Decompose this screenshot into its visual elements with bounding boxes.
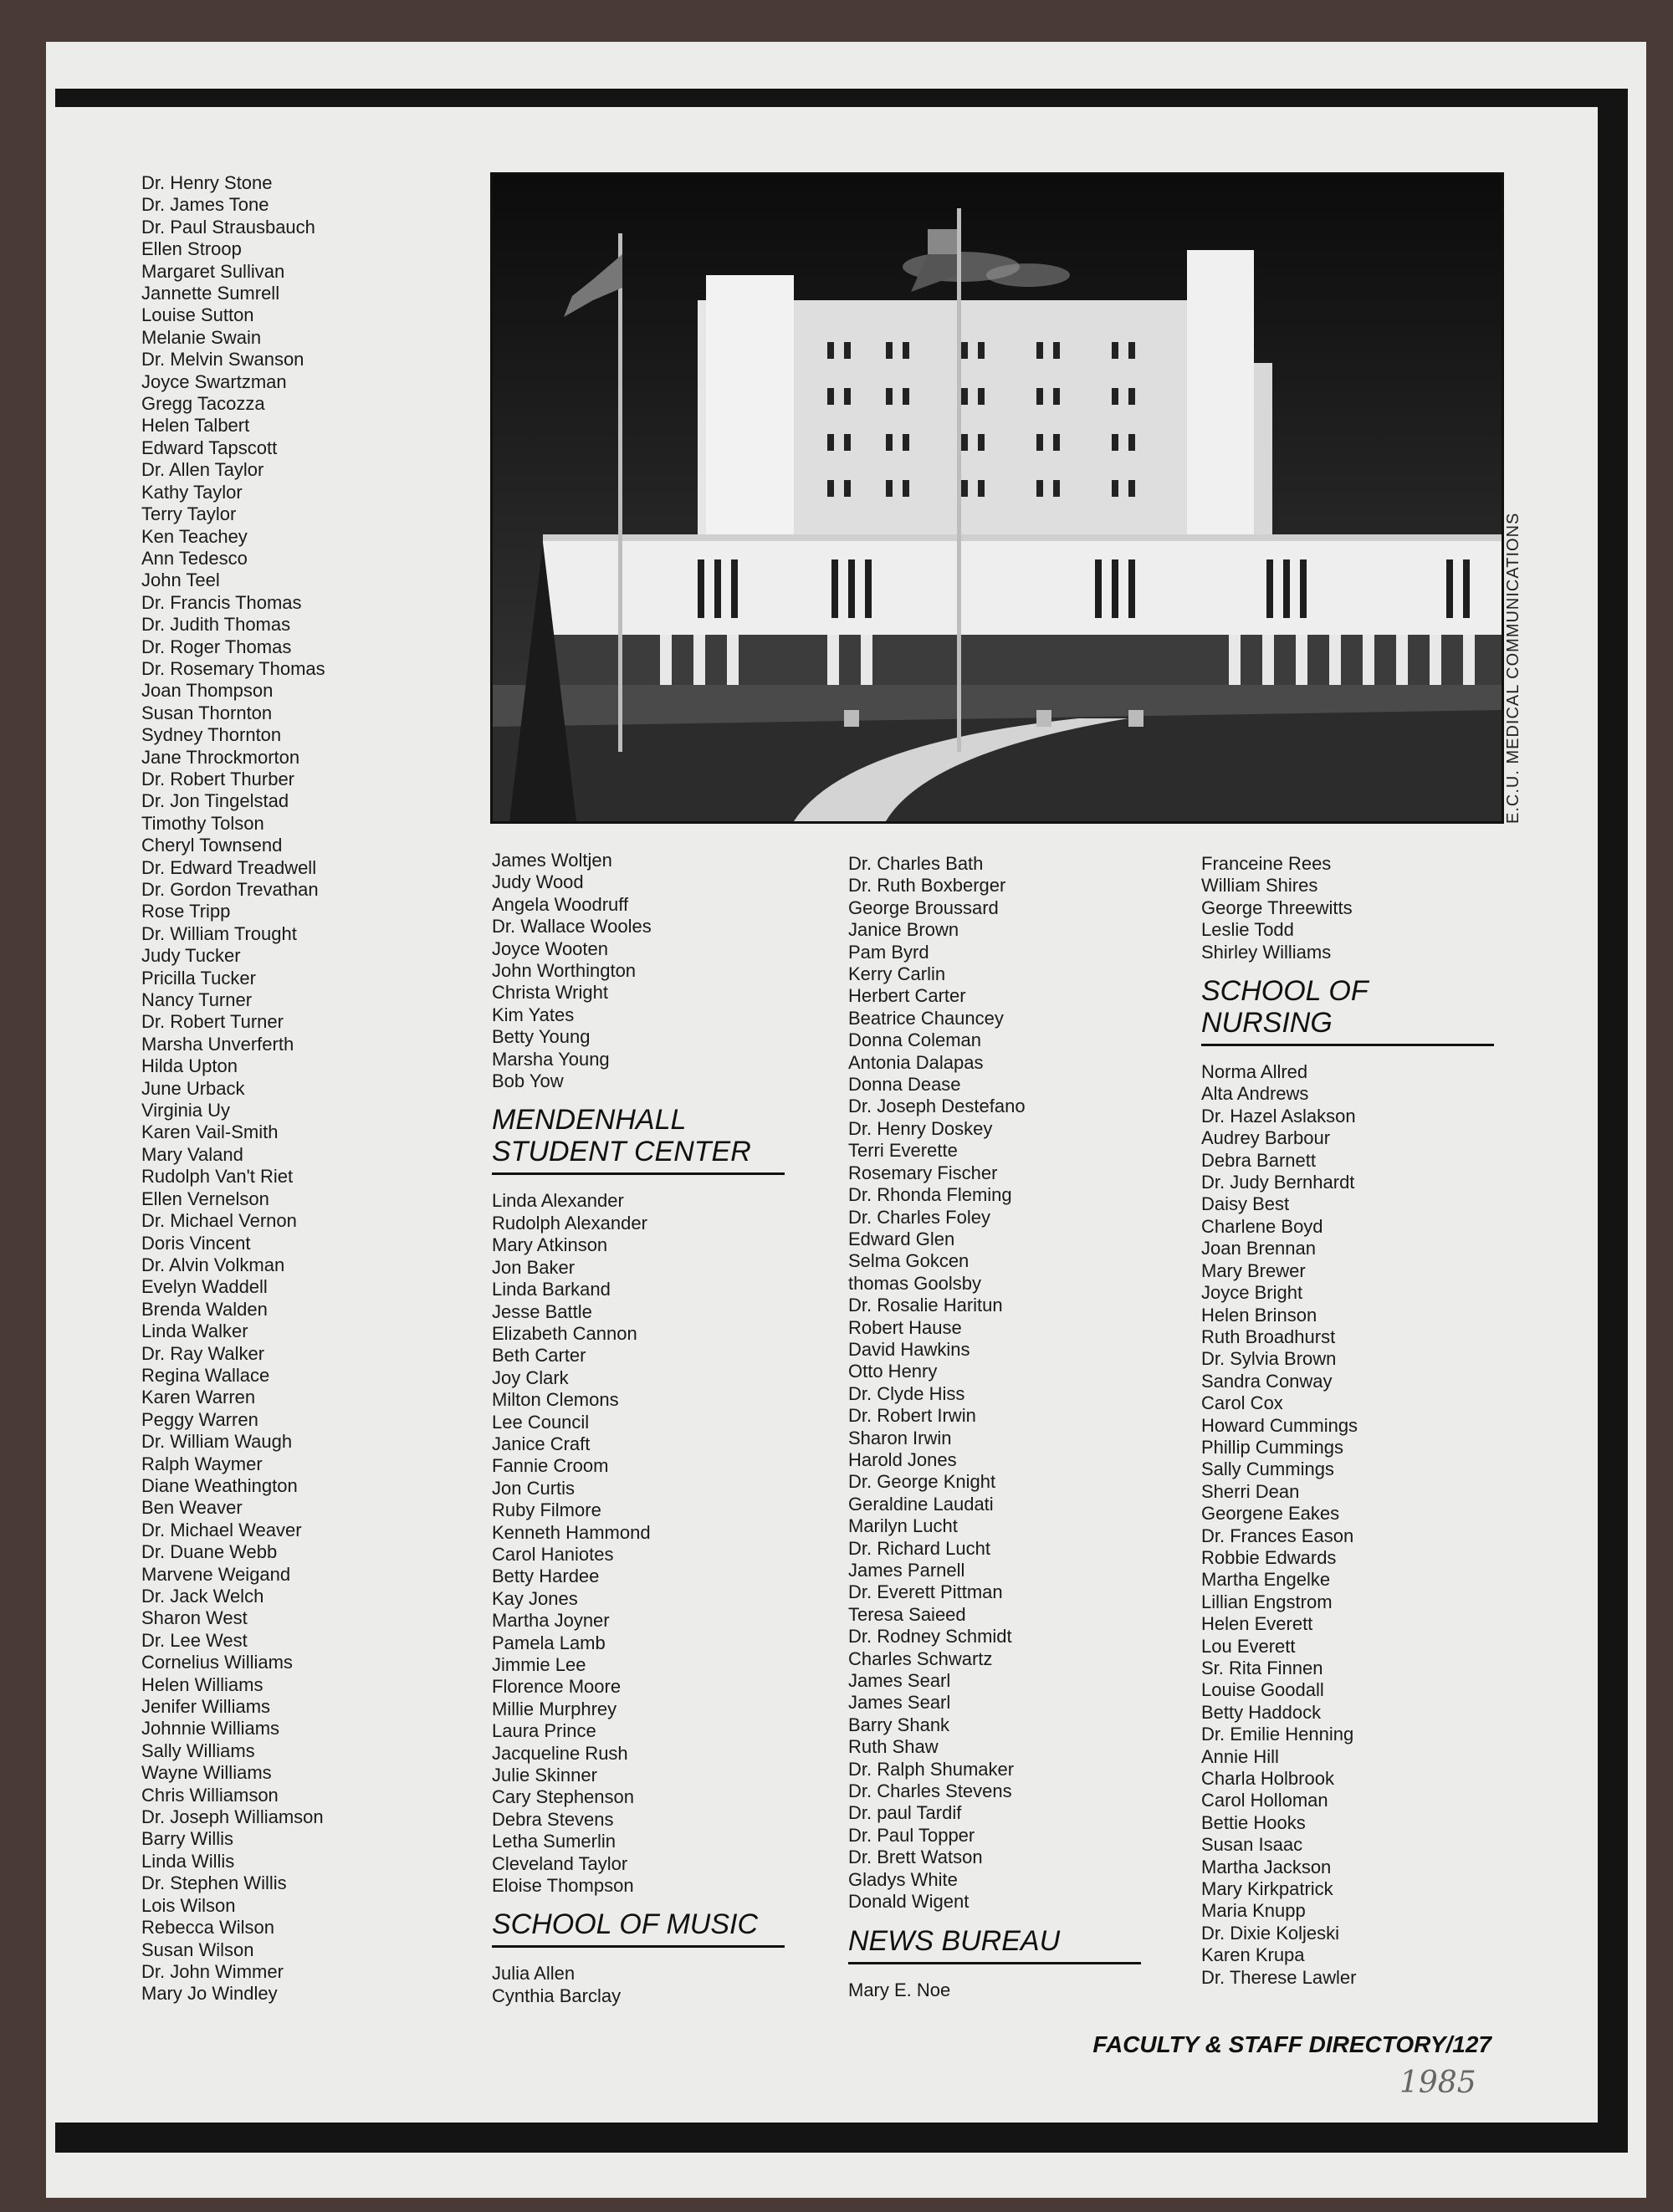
- directory-name: Janice Craft: [492, 1433, 591, 1454]
- directory-name: Jenifer Williams: [141, 1696, 271, 1718]
- directory-name: Jon Curtis: [492, 1477, 576, 1499]
- directory-name: Carol Holloman: [1201, 1790, 1328, 1811]
- directory-name: Marvene Weigand: [141, 1563, 291, 1585]
- directory-name: Dr. Charles Stevens: [848, 1780, 1012, 1802]
- directory-name: Donald Wigent: [848, 1891, 970, 1913]
- directory-name: Sally Cummings: [1201, 1458, 1334, 1480]
- directory-name: Regina Wallace: [141, 1364, 270, 1386]
- border-bar-bottom: [55, 2123, 1628, 2153]
- directory-name: Dr. Ralph Shumaker: [848, 1758, 1015, 1780]
- directory-name: Martha Joyner: [492, 1610, 610, 1632]
- directory-name: Sandra Conway: [1201, 1370, 1333, 1392]
- directory-name: Carol Cox: [1201, 1392, 1283, 1414]
- directory-name: Shirley Williams: [1201, 941, 1332, 963]
- name-list: [492, 1963, 785, 2007]
- directory-name: Antonia Dalapas: [848, 1051, 984, 1073]
- directory-name: Melanie Swain: [141, 326, 262, 348]
- directory-name: Ellen Stroop: [141, 238, 242, 260]
- directory-name: Sherri Dean: [1201, 1480, 1300, 1502]
- directory-name: Dr. Allen Taylor: [141, 459, 264, 481]
- directory-name: Dr. Lee West: [141, 1629, 248, 1651]
- directory-name: Teresa Saieed: [848, 1603, 966, 1625]
- handwritten-year: 1985: [1399, 2066, 1476, 2100]
- names-column-1: [141, 172, 325, 2005]
- page-footer: FACULTY & STAFF DIRECTORY/127: [1092, 2031, 1491, 2057]
- directory-name: Dr. Rodney Schmidt: [848, 1626, 1012, 1648]
- directory-name: Linda Walker: [141, 1321, 248, 1342]
- directory-name: Gladys White: [848, 1868, 958, 1890]
- directory-name: Dr. Frances Eason: [1201, 1525, 1354, 1546]
- directory-name: James Searl: [848, 1692, 951, 1714]
- directory-name: Helen Williams: [141, 1673, 263, 1695]
- directory-name: Louise Goodall: [1201, 1679, 1324, 1701]
- directory-name: Mary Jo Windley: [141, 1983, 278, 2005]
- directory-name: Barry Shank: [848, 1714, 950, 1735]
- directory-name: Dr. Everett Pittman: [848, 1581, 1003, 1603]
- directory-name: Jane Throckmorton: [141, 746, 300, 768]
- directory-name: Brenda Walden: [141, 1298, 268, 1320]
- directory-name: Martha Engelke: [1201, 1569, 1331, 1591]
- directory-name: Dr. Richard Lucht: [848, 1537, 990, 1559]
- directory-name: Dr. Charles Foley: [848, 1206, 990, 1228]
- directory-name: Cornelius Williams: [141, 1652, 293, 1673]
- directory-name: Mary Valand: [141, 1143, 243, 1165]
- directory-name: Cleveland Taylor: [492, 1852, 628, 1874]
- name-list: [141, 172, 325, 2005]
- directory-name: thomas Goolsby: [848, 1272, 981, 1294]
- directory-name: Alta Andrews: [1201, 1083, 1309, 1105]
- directory-name: Dr. Michael Vernon: [141, 1210, 297, 1232]
- directory-name: Annie Hill: [1201, 1745, 1279, 1767]
- directory-name: Dr. Hazel Aslakson: [1201, 1105, 1356, 1126]
- directory-name: Sr. Rita Finnen: [1201, 1658, 1323, 1678]
- directory-name: Timothy Tolson: [141, 812, 264, 834]
- directory-name: Dr. Clyde Hiss: [848, 1382, 965, 1404]
- directory-name: Rudolph Alexander: [492, 1212, 647, 1234]
- directory-name: Norma Allred: [1201, 1061, 1308, 1083]
- directory-name: Nancy Turner: [141, 989, 253, 1011]
- name-list: [1201, 1061, 1494, 1989]
- border-bar-right: [1598, 89, 1628, 2153]
- directory-name: Kathy Taylor: [141, 481, 243, 503]
- directory-name: Dr. Dixie Koljeski: [1201, 1922, 1340, 1944]
- directory-name: Margaret Sullivan: [141, 260, 285, 282]
- directory-page: [46, 42, 1646, 2198]
- directory-name: Linda Barkand: [492, 1279, 611, 1300]
- directory-name: Virginia Uy: [141, 1100, 230, 1121]
- directory-name: Janice Brown: [848, 919, 959, 941]
- directory-name: Christa Wright: [492, 982, 608, 1004]
- directory-name: Ruth Broadhurst: [1201, 1326, 1336, 1347]
- directory-name: Sydney Thornton: [141, 724, 282, 746]
- directory-name: Laura Prince: [492, 1720, 596, 1742]
- directory-name: Herbert Carter: [848, 985, 966, 1007]
- section-heading-mendenhall: [492, 1104, 785, 1175]
- directory-name: Karen Krupa: [1201, 1944, 1305, 1966]
- directory-name: Jacqueline Rush: [492, 1742, 628, 1764]
- directory-name: Kerry Carlin: [848, 963, 946, 985]
- directory-name: James Parnell: [848, 1560, 965, 1581]
- directory-name: Robbie Edwards: [1201, 1546, 1337, 1568]
- names-column-2: [492, 850, 785, 2007]
- directory-name: Florence Moore: [492, 1676, 622, 1698]
- directory-name: Mary E. Noe: [848, 1979, 951, 2000]
- directory-name: Charla Holbrook: [1201, 1768, 1334, 1790]
- directory-name: Betty Hardee: [492, 1566, 600, 1587]
- directory-name: Gregg Tacozza: [141, 393, 265, 415]
- directory-name: Wayne Williams: [141, 1762, 272, 1784]
- directory-name: Elizabeth Cannon: [492, 1322, 637, 1344]
- directory-name: Sally Williams: [141, 1739, 255, 1761]
- directory-name: Lee Council: [492, 1411, 590, 1433]
- directory-name: Howard Cummings: [1201, 1414, 1358, 1436]
- directory-name: Barry Willis: [141, 1828, 233, 1850]
- directory-name: Judy Tucker: [141, 945, 241, 967]
- photo-credit: E.C.U. MEDICAL COMMUNICATIONS: [1504, 512, 1522, 824]
- directory-name: Franceine Rees: [1201, 853, 1332, 874]
- directory-name: Dr. Roger Thomas: [141, 636, 292, 657]
- directory-name: Beth Carter: [492, 1345, 586, 1367]
- directory-name: Dr. Emilie Henning: [1201, 1724, 1354, 1745]
- directory-name: Dr. William Trought: [141, 922, 297, 944]
- directory-name: Marsha Young: [492, 1048, 610, 1070]
- directory-name: Joyce Bright: [1201, 1282, 1303, 1304]
- directory-name: Cheryl Townsend: [141, 835, 283, 856]
- directory-name: Karen Warren: [141, 1387, 256, 1408]
- section-heading-news-bureau: NEWS BUREAU: [848, 1925, 1141, 1964]
- directory-name: Dr. paul Tardif: [848, 1802, 962, 1824]
- directory-name: Marsha Unverferth: [141, 1033, 294, 1055]
- building-photo: [490, 172, 1504, 824]
- directory-name: Selma Gokcen: [848, 1250, 970, 1272]
- directory-name: Maria Knupp: [1201, 1900, 1306, 1922]
- directory-name: Debra Stevens: [492, 1808, 614, 1830]
- directory-name: Dr. Ruth Boxberger: [848, 875, 1006, 897]
- directory-name: Joan Brennan: [1201, 1238, 1316, 1259]
- directory-name: Rose Tripp: [141, 901, 231, 922]
- name-list: [848, 853, 1141, 1913]
- directory-name: Dr. Rosalie Haritun: [848, 1295, 1003, 1316]
- directory-name: Bob Yow: [492, 1070, 564, 1092]
- directory-name: Daisy Best: [1201, 1193, 1290, 1215]
- directory-name: Jon Baker: [492, 1256, 576, 1278]
- directory-name: Joy Clark: [492, 1367, 569, 1388]
- directory-name: Harold Jones: [848, 1448, 957, 1470]
- directory-name: Sharon West: [141, 1607, 248, 1629]
- directory-name: Diane Weathington: [141, 1474, 298, 1496]
- directory-name: Otto Henry: [848, 1361, 938, 1382]
- directory-name: Hilda Upton: [141, 1055, 238, 1077]
- directory-name: Pricilla Tucker: [141, 967, 256, 989]
- directory-name: Angela Woodruff: [492, 893, 629, 915]
- directory-name: Mary Atkinson: [492, 1234, 608, 1256]
- directory-name: Terri Everette: [848, 1140, 958, 1162]
- directory-name: Audrey Barbour: [1201, 1127, 1331, 1149]
- directory-name: Dr. Alvin Volkman: [141, 1254, 285, 1275]
- directory-name: Beatrice Chauncey: [848, 1007, 1004, 1029]
- names-column-3: [848, 853, 1141, 2001]
- directory-name: Dr. Robert Turner: [141, 1011, 284, 1033]
- directory-name: John Teel: [141, 570, 220, 591]
- name-list: [492, 850, 785, 1092]
- directory-name: Linda Willis: [141, 1850, 235, 1872]
- directory-name: Dr. Joseph Williamson: [141, 1806, 324, 1828]
- directory-name: Dr. Jack Welch: [141, 1586, 264, 1607]
- name-list: [1201, 853, 1494, 963]
- directory-name: Dr. Judy Bernhardt: [1201, 1172, 1355, 1193]
- directory-name: Phillip Cummings: [1201, 1436, 1343, 1458]
- directory-name: Helen Brinson: [1201, 1304, 1317, 1326]
- heading-line: MENDENHALL: [492, 1104, 687, 1137]
- directory-name: Donna Coleman: [848, 1029, 981, 1051]
- heading-line: SCHOOL OF: [1201, 975, 1369, 1008]
- directory-name: Ben Weaver: [141, 1497, 243, 1519]
- directory-name: Dr. Stephen Willis: [141, 1872, 287, 1894]
- directory-name: Julie Skinner: [492, 1765, 597, 1786]
- directory-name: Ralph Waymer: [141, 1453, 263, 1474]
- directory-name: Pamela Lamb: [492, 1632, 606, 1653]
- directory-name: Dr. Henry Stone: [141, 172, 273, 193]
- directory-name: Pam Byrd: [848, 941, 929, 963]
- directory-name: Donna Dease: [848, 1074, 961, 1096]
- directory-name: Rosemary Fischer: [848, 1162, 998, 1183]
- directory-name: John Worthington: [492, 960, 637, 982]
- directory-name: Eloise Thompson: [492, 1875, 634, 1897]
- name-list: [848, 1980, 1141, 2001]
- directory-name: Edward Tapscott: [141, 437, 278, 458]
- directory-name: Dr. John Wimmer: [141, 1960, 284, 1982]
- directory-name: Doris Vincent: [141, 1232, 251, 1254]
- directory-name: Mary Brewer: [1201, 1259, 1306, 1281]
- directory-name: Dr. Paul Topper: [848, 1824, 975, 1846]
- directory-name: Betty Haddock: [1201, 1701, 1322, 1723]
- directory-name: Helen Talbert: [141, 415, 250, 437]
- directory-name: Dr. Gordon Trevathan: [141, 879, 319, 900]
- directory-name: Charles Schwartz: [848, 1648, 993, 1669]
- heading-line: STUDENT CENTER: [492, 1136, 751, 1168]
- directory-name: George Threewitts: [1201, 897, 1353, 918]
- directory-name: Betty Young: [492, 1026, 591, 1048]
- directory-name: James Woltjen: [492, 850, 612, 871]
- medical-building-illustration: [493, 175, 1502, 821]
- name-list: [492, 1190, 785, 1897]
- directory-name: Terry Taylor: [141, 503, 237, 525]
- directory-name: Ken Teachey: [141, 525, 248, 547]
- directory-name: Kenneth Hammond: [492, 1521, 651, 1543]
- directory-name: Marilyn Lucht: [848, 1515, 958, 1537]
- section-heading-music: SCHOOL OF MUSIC: [492, 1908, 785, 1948]
- directory-name: Dr. Rosemary Thomas: [141, 657, 325, 679]
- directory-name: Lillian Engstrom: [1201, 1591, 1333, 1612]
- directory-name: Kay Jones: [492, 1587, 578, 1609]
- directory-name: Georgene Eakes: [1201, 1503, 1340, 1525]
- directory-name: Jannette Sumrell: [141, 283, 280, 304]
- directory-name: Charlene Boyd: [1201, 1215, 1323, 1237]
- directory-name: Dr. Robert Thurber: [141, 768, 295, 789]
- directory-name: Jimmie Lee: [492, 1654, 586, 1675]
- directory-name: Geraldine Laudati: [848, 1493, 994, 1515]
- directory-name: Linda Alexander: [492, 1190, 624, 1212]
- names-column-4: [1201, 853, 1494, 1989]
- directory-name: Dr. Brett Watson: [848, 1847, 983, 1868]
- directory-name: Dr. Joseph Destefano: [848, 1096, 1026, 1117]
- directory-name: Rudolph Van't Riet: [141, 1166, 294, 1188]
- directory-name: Bettie Hooks: [1201, 1811, 1306, 1833]
- directory-name: Joan Thompson: [141, 680, 274, 702]
- directory-name: Helen Everett: [1201, 1613, 1313, 1635]
- directory-name: Dr. Sylvia Brown: [1201, 1348, 1337, 1370]
- directory-name: Dr. Henry Doskey: [848, 1117, 993, 1139]
- directory-name: Joyce Wooten: [492, 937, 609, 959]
- directory-name: Sharon Irwin: [848, 1427, 952, 1448]
- directory-name: George Broussard: [848, 897, 999, 918]
- directory-name: Lou Everett: [1201, 1635, 1296, 1657]
- directory-name: Dr. Ray Walker: [141, 1342, 265, 1364]
- directory-name: Dr. Melvin Swanson: [141, 349, 304, 370]
- directory-name: Judy Wood: [492, 871, 584, 893]
- directory-name: Susan Thornton: [141, 702, 273, 723]
- directory-name: Robert Hause: [848, 1316, 962, 1338]
- directory-name: Dr. Edward Treadwell: [141, 856, 317, 878]
- directory-name: Karen Vail-Smith: [141, 1121, 279, 1143]
- directory-name: Dr. William Waugh: [141, 1431, 293, 1453]
- directory-name: Peggy Warren: [141, 1408, 258, 1430]
- directory-name: Rebecca Wilson: [141, 1917, 274, 1939]
- heading-line: NURSING: [1201, 1007, 1333, 1040]
- directory-name: Louise Sutton: [141, 304, 254, 326]
- directory-name: Ruby Filmore: [492, 1499, 601, 1521]
- directory-name: Susan Isaac: [1201, 1834, 1303, 1856]
- directory-name: Dr. Charles Bath: [848, 853, 984, 874]
- section-heading-nursing: [1201, 975, 1494, 1046]
- directory-name: David Hawkins: [848, 1338, 970, 1360]
- border-bar-top: [55, 89, 1628, 107]
- directory-name: Johnnie Williams: [141, 1718, 280, 1739]
- directory-name: Kim Yates: [492, 1004, 575, 1025]
- directory-name: Julia Allen: [492, 1963, 576, 1985]
- directory-name: Dr. Duane Webb: [141, 1541, 278, 1563]
- directory-name: Ellen Vernelson: [141, 1188, 269, 1209]
- directory-name: Chris Williamson: [141, 1784, 279, 1806]
- directory-name: Jesse Battle: [492, 1300, 592, 1322]
- directory-name: Debra Barnett: [1201, 1149, 1316, 1171]
- directory-name: Joyce Swartzman: [141, 370, 287, 392]
- directory-name: Susan Wilson: [141, 1939, 254, 1960]
- directory-name: Martha Jackson: [1201, 1856, 1332, 1877]
- directory-name: Fannie Croom: [492, 1455, 609, 1477]
- directory-name: Carol Haniotes: [492, 1543, 614, 1565]
- directory-name: Ruth Shaw: [848, 1736, 939, 1758]
- directory-name: William Shires: [1201, 875, 1318, 897]
- directory-name: Dr. Paul Strausbauch: [141, 216, 315, 238]
- directory-name: Mary Kirkpatrick: [1201, 1878, 1333, 1900]
- directory-name: Dr. Francis Thomas: [141, 591, 302, 613]
- directory-name: Dr. Jon Tingelstad: [141, 790, 289, 812]
- directory-name: Dr. Judith Thomas: [141, 614, 291, 636]
- directory-name: Lois Wilson: [141, 1894, 236, 1916]
- directory-name: James Searl: [848, 1670, 951, 1692]
- directory-name: Dr. James Tone: [141, 194, 269, 216]
- directory-name: June Urback: [141, 1077, 245, 1099]
- directory-name: Letha Sumerlin: [492, 1831, 616, 1852]
- directory-name: Milton Clemons: [492, 1389, 619, 1411]
- directory-name: Dr. Michael Weaver: [141, 1519, 302, 1540]
- directory-name: Millie Murphrey: [492, 1698, 617, 1719]
- directory-name: Evelyn Waddell: [141, 1276, 268, 1298]
- directory-name: Leslie Todd: [1201, 919, 1294, 941]
- directory-name: Dr. George Knight: [848, 1471, 996, 1493]
- directory-name: Ann Tedesco: [141, 547, 248, 569]
- directory-name: Dr. Robert Irwin: [848, 1405, 976, 1427]
- directory-name: Edward Glen: [848, 1228, 955, 1249]
- directory-name: Dr. Wallace Wooles: [492, 916, 652, 937]
- directory-name: Dr. Therese Lawler: [1201, 1966, 1357, 1988]
- directory-name: Dr. Rhonda Fleming: [848, 1184, 1012, 1206]
- directory-name: Cary Stephenson: [492, 1786, 634, 1808]
- directory-name: Cynthia Barclay: [492, 1985, 622, 2006]
